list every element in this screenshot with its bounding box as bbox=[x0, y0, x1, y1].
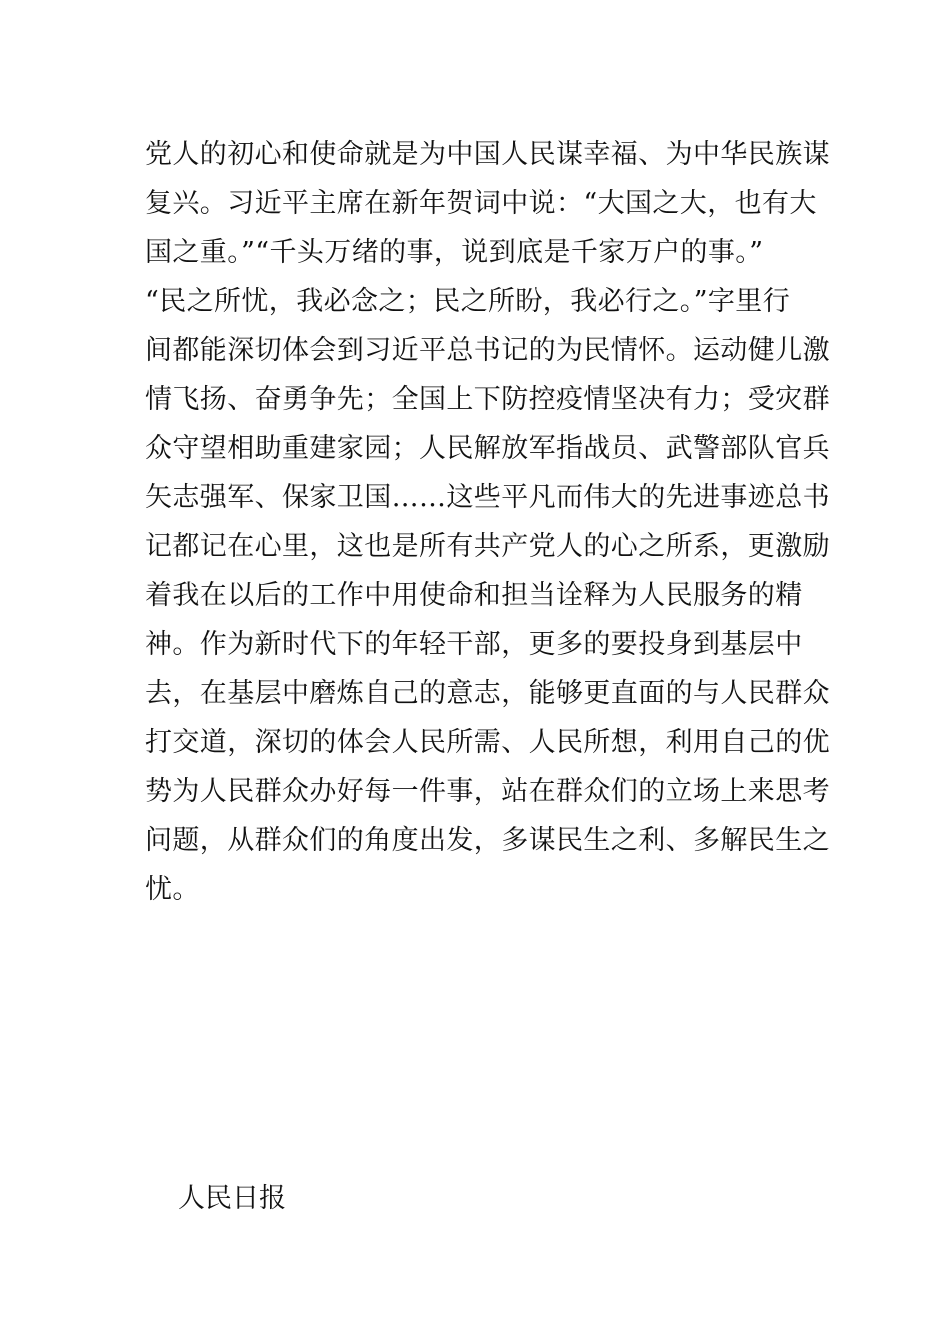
paragraph-line: 神。作为新时代下的年轻干部，更多的要投身到基层中 bbox=[145, 629, 803, 660]
paragraph-line: 去，在基层中磨炼自己的意志，能够更直面的与人民群众 bbox=[145, 678, 830, 709]
paragraph-line: 忧。 bbox=[145, 874, 200, 905]
paragraph-line: 打交道，深切的体会人民所需、人民所想，利用自己的优 bbox=[145, 727, 830, 758]
body-paragraph bbox=[145, 130, 830, 914]
paragraph-line: 着我在以后的工作中用使命和担当诠释为人民服务的精 bbox=[145, 580, 803, 611]
source-footer: 人民日报 bbox=[178, 1183, 286, 1214]
paragraph-line: “民之所忧，我必念之；民之所盼，我必行之。”字里行 bbox=[145, 286, 791, 317]
paragraph-line: 国之重。”“千头万绪的事，说到底是千家万户的事。” bbox=[145, 237, 764, 268]
paragraph-line: 党人的初心和使命就是为中国人民谋幸福、为中华民族谋 bbox=[145, 139, 830, 170]
paragraph-line: 间都能深切体会到习近平总书记的为民情怀。运动健儿激 bbox=[145, 335, 830, 366]
paragraph-line: 情飞扬、奋勇争先；全国上下防控疫情坚决有力；受灾群 bbox=[145, 384, 830, 415]
paragraph-line: 复兴。习近平主席在新年贺词中说：“大国之大，也有大 bbox=[145, 188, 817, 219]
paragraph-line: 矢志强军、保家卫国……这些平凡而伟大的先进事迹总书 bbox=[145, 482, 830, 513]
paragraph-line: 众守望相助重建家园；人民解放军指战员、武警部队官兵 bbox=[145, 433, 830, 464]
paragraph-line: 势为人民群众办好每一件事，站在群众们的立场上来思考 bbox=[145, 776, 830, 807]
paragraph-line: 记都记在心里，这也是所有共产党人的心之所系，更激励 bbox=[145, 531, 830, 562]
paragraph-line: 问题，从群众们的角度出发，多谋民生之利、多解民生之 bbox=[145, 825, 830, 856]
